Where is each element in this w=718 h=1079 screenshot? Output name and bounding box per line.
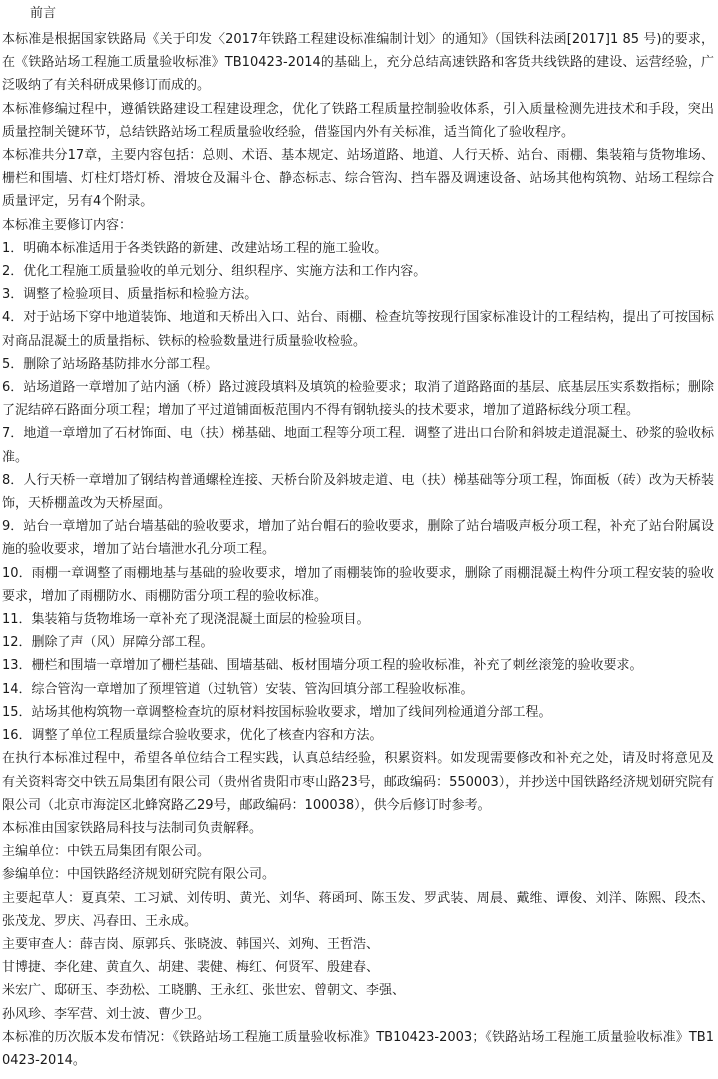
list-item: 13．栅栏和围墙一章增加了栅栏基础、围墙基础、板材围墙分项工程的验收标准，补充了刺丝滚笼的验收要求。: [2, 658, 643, 674]
main-reviewers-continued: 甘博捷、李化建、黄直久、胡建、裴健、梅红、何贤军、殷建春、: [2, 960, 380, 976]
list-item: 16．调整了单位工程质量综合验收要求，优化了核查内容和方法。: [2, 728, 383, 744]
version-history: 本标准的历次版本发布情况：《铁路站场工程施工质量验收标准》TB10423-2003；《铁路站场工程施工质量验收标准》TB10423-2014。: [2, 1029, 714, 1068]
list-item: 3．调整了检验项目、质量指标和检验方法。: [2, 287, 258, 303]
participating-unit: 参编单位：中国铁路经济规划研究院有限公司。: [2, 867, 276, 883]
list-item: 2．优化工程施工质量验收的单元划分、组织程序、实施方法和工作内容。: [2, 264, 427, 280]
list-item: 6．站场道路一章增加了站内涵（桥）路过渡段填料及填筑的检验要求；取消了道路路面的基层、底基层压实系数指标；删除了泥结碎石路面分项工程；增加了平过道铺面板范围内不得有钢轨接头的技术要求，增加了道路标线分项工程。: [2, 380, 714, 419]
main-reviewers-continued: 孙风珍、李军营、刘士波、曹少卫。: [2, 1006, 211, 1022]
paragraph: 本标准由国家铁路局科技与法制司负责解释。: [2, 820, 263, 836]
list-item: 1．明确本标准适用于各类铁路的新建、改建站场工程的施工验收。: [2, 240, 388, 256]
paragraph: 本标准共分17章，主要内容包括：总则、术语、基本规定、站场道路、地道、人行天桥、站台、雨棚、集装箱与货物堆场、栅栏和围墙、灯柱灯塔灯桥、滑坡仓及漏斗仓、静态标志、综合管沟、挡车器及调速设备、站场其他构筑物、站场工程综合质量评定，另有4个附录。: [2, 148, 714, 210]
list-item: 8．人行天桥一章增加了钢结构普通螺栓连接、天桥台阶及斜坡走道、电（扶）梯基础等分项工程，饰面板（砖）改为天桥装饰，天桥棚盖改为天桥屋面。: [2, 472, 714, 512]
list-item: 11．集装箱与货物堆场一章补充了现浇混凝土面层的检验项目。: [2, 612, 370, 628]
list-item: 9．站台一章增加了站台墙基础的验收要求，增加了站台帽石的验收要求，删除了站台墙吸声板分项工程，补充了站台附属设施的验收要求，增加了站台墙泄水孔分项工程。: [2, 519, 714, 558]
list-item: 15．站场其他构筑物一章调整检查坑的原材料按国标验收要求，增加了线间列检通道分部工程。: [2, 704, 552, 720]
list-item: 4．对于站场下穿中地道装饰、地道和天桥出入口、站台、雨棚、检查坑等按现行国家标准设计的工程结构，提出了可按国标对商品混凝土的质量指标、铁标的检验数量进行质量验收检验。: [2, 310, 714, 349]
list-item: 12．删除了声（风）屏障分部工程。: [2, 635, 214, 651]
list-item: 10．雨棚一章调整了雨棚地基与基础的验收要求，增加了雨棚装饰的验收要求，删除了雨棚混凝土构件分项工程安装的验收要求，增加了雨棚防水、雨棚防雷分项工程的验收标准。: [2, 565, 714, 604]
paragraph: 在执行本标准过程中，希望各单位结合工程实践，认真总结经验，积累资料。如发现需要修改和补充之处，请及时将意见及有关资料寄交中铁五局集团有限公司（贵州省贵阳市枣山路23号，邮政编码：550003），并抄送中国铁路经济规划研究院有限公司（北京市海淀区北蜂窝路乙29号，邮政编码：100038），供今后修订时参考。: [2, 751, 714, 813]
section-heading: 前言: [30, 6, 57, 21]
main-reviewers: 主要审查人：薛吉岗、原郭兵、张晓波、韩国兴、刘殉、王哲浩、: [2, 936, 380, 952]
document-body: [2, 28, 714, 1072]
list-item: 5．删除了站场路基防排水分部工程。: [2, 356, 219, 372]
main-drafters: 主要起草人：夏真荣、工习斌、刘传明、黄光、刘华、蒋函珂、陈玉发、罗武装、周晨、戴维、谭俊、刘洋、陈熙、段杰、张茂龙、罗庆、冯春田、王永成。: [2, 890, 714, 929]
paragraph: 本标准是根据国家铁路局《关于印发〈2017年铁路工程建设标准编制计划〉的通知》（国铁科法函[2017]1 85 号)的要求，在《铁路站场工程施工质量验收标准》TB10423-2014的基础上，充分总结高速铁路和客货共线铁路的建设、运营经验，广泛吸纳了有关科研成果修订而成的。: [2, 32, 714, 94]
paragraph: 本标准主要修订内容：: [2, 217, 133, 233]
main-reviewers-continued: 米宏广、邸研玉、李劲松、工晓鹏、王永红、张世宏、曾朝文、李强、: [2, 983, 406, 999]
list-item: 14．综合管沟一章增加了预埋管道（过轨管）安装、管沟回填分部工程验收标准。: [2, 681, 474, 697]
list-item: 7．地道一章增加了石材饰面、电（扶）梯基础、地面工程等分项工程．调整了进出口台阶和斜坡走道混凝土、砂浆的验收标准。: [2, 426, 714, 465]
chief-editor-unit: 主编单位：中铁五局集团有限公司。: [2, 844, 211, 860]
paragraph: 本标准修编过程中，遵循铁路建设工程建设理念，优化了铁路工程质量控制验收体系，引入质量检测先进技术和手段，突出质量控制关键环节，总结铁路站场工程质量验收经验，借鉴国内外有关标准，适当简化了验收程序。: [2, 101, 714, 140]
